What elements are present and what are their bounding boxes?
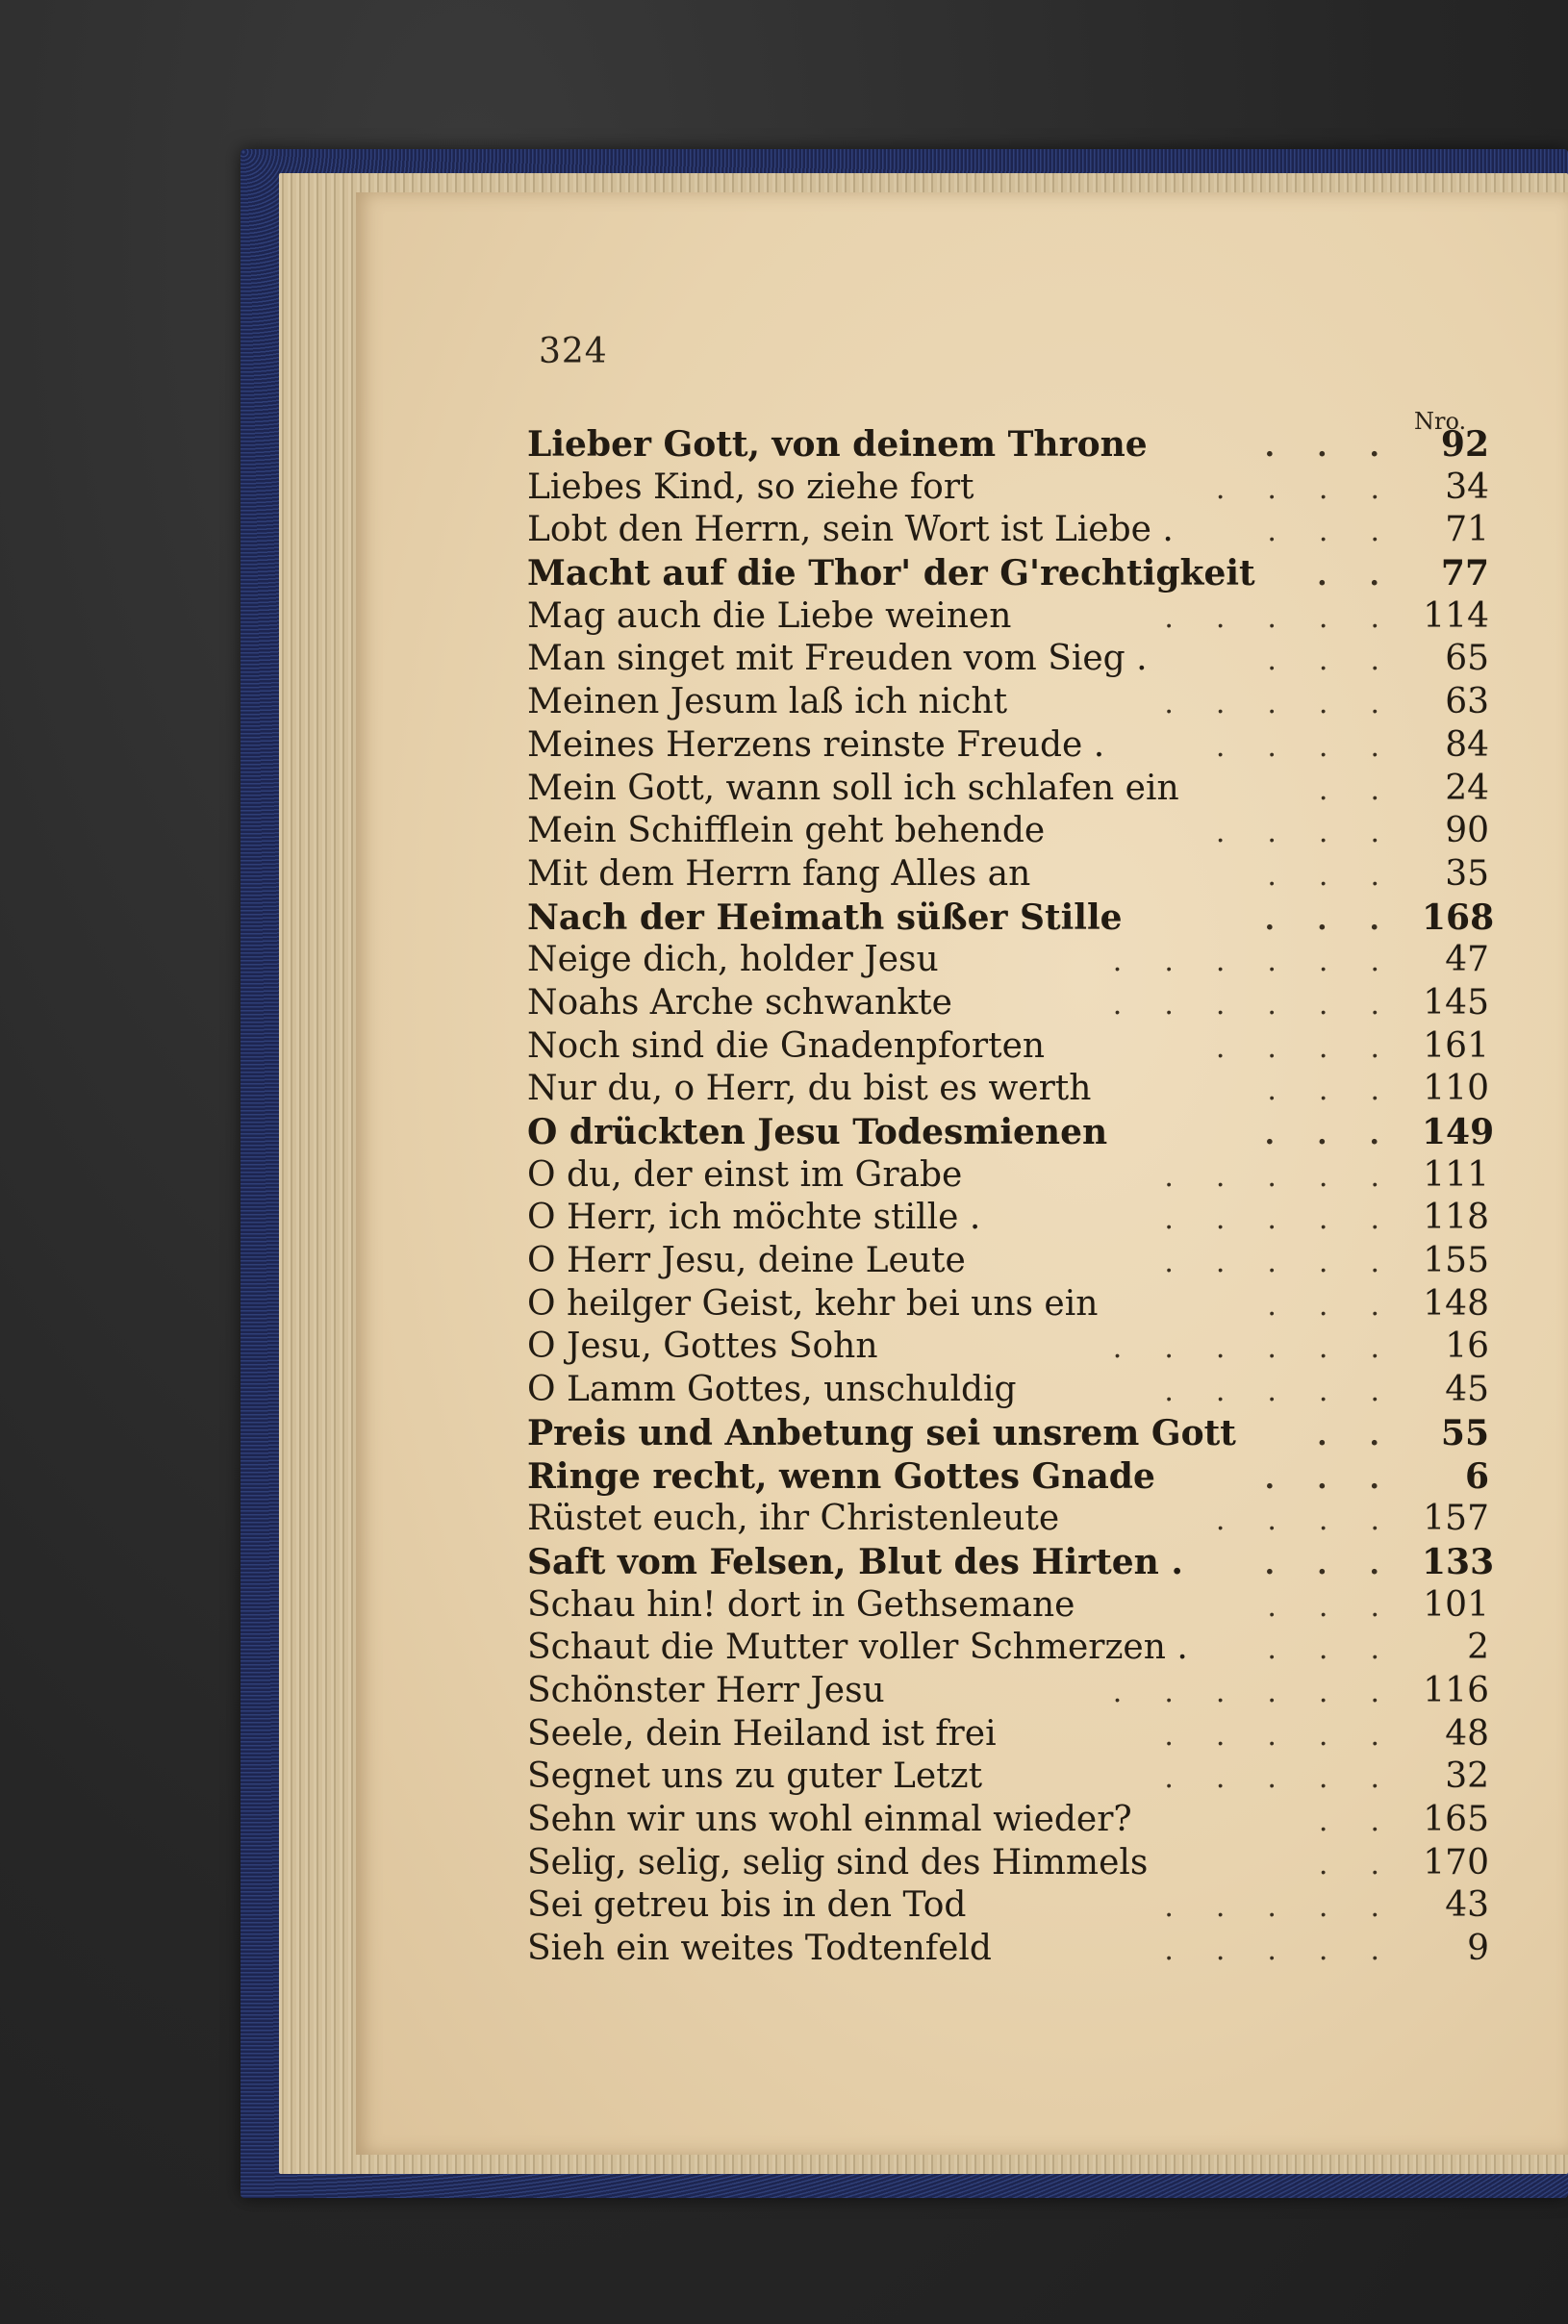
entry-title: Preis und Anbetung sei unsrem Gott (527, 1412, 1236, 1453)
entry-title: Mit dem Herrn fang Alles an (527, 853, 1031, 894)
index-entry (527, 1756, 1489, 1799)
entry-number: 84 (1445, 724, 1489, 765)
entry-title: O drückten Jesu Todesmienen (527, 1112, 1108, 1152)
entry-leader-dots: ... (1264, 1547, 1422, 1581)
index-entry (527, 681, 1489, 724)
entry-number: 16 (1445, 1326, 1489, 1367)
index-entry (527, 1326, 1489, 1369)
entry-leader-dots: ..... (1164, 1375, 1422, 1409)
entry-title: Nur du, o Herr, du bist es werth (527, 1069, 1092, 1109)
entry-leader-dots: ... (1264, 902, 1422, 937)
page-number: 324 (539, 332, 608, 371)
entry-number: 157 (1423, 1499, 1489, 1539)
entry-leader-dots: .... (1215, 471, 1422, 506)
entry-title: Nach der Heimath süßer Stille (527, 897, 1123, 938)
entry-title: Neige dich, holder Jesu (527, 940, 939, 980)
entry-leader-dots: .. (1318, 772, 1422, 807)
index-entry (527, 897, 1495, 940)
entry-number: 110 (1423, 1069, 1489, 1109)
index-entry (527, 467, 1489, 510)
entry-leader-dots: ...... (1112, 1675, 1422, 1709)
entry-title: Liebes Kind, so ziehe fort (527, 467, 974, 507)
entry-leader-dots: ... (1267, 515, 1422, 549)
index-entry (527, 423, 1489, 467)
entry-title: Sieh ein weites Todtenfeld (527, 1929, 992, 1969)
index-entry (527, 1197, 1489, 1240)
entry-title: Rüstet euch, ihr Christenleute (527, 1499, 1060, 1539)
entry-number: 155 (1423, 1241, 1489, 1281)
index-entry (527, 552, 1489, 595)
entry-number: 9 (1467, 1929, 1489, 1969)
index-entry (527, 768, 1489, 811)
index-entry (527, 1154, 1489, 1198)
entry-number: 45 (1445, 1370, 1489, 1410)
index-entry (527, 1541, 1495, 1584)
entry-title: O du, der einst im Grabe (527, 1154, 963, 1195)
entry-leader-dots: ... (1267, 1632, 1422, 1667)
index-entry (527, 509, 1489, 552)
entry-title: Segnet uns zu guter Letzt (527, 1756, 983, 1797)
entry-leader-dots: .. (1317, 559, 1422, 594)
entry-leader-dots: ... (1264, 430, 1422, 464)
entry-number: 24 (1445, 768, 1489, 808)
index-entry (527, 724, 1489, 768)
entry-leader-dots: .... (1215, 729, 1422, 764)
index-entry (527, 1455, 1489, 1499)
index-entry (527, 853, 1489, 897)
entry-title: Noahs Arche schwankte (527, 982, 952, 1023)
entry-leader-dots: ..... (1164, 1933, 1422, 1968)
entry-leader-dots: ... (1267, 1074, 1422, 1108)
entry-leader-dots: ... (1264, 1118, 1422, 1151)
entry-number: 92 (1440, 424, 1489, 465)
index-entry (527, 1584, 1489, 1628)
entry-title: O Herr Jesu, deine Leute (527, 1241, 966, 1281)
entry-title: O heilger Geist, kehr bei uns ein (527, 1283, 1099, 1324)
entry-leader-dots: .. (1317, 1418, 1422, 1452)
index-entry (527, 1670, 1489, 1713)
entry-number: 63 (1445, 682, 1489, 722)
index-entry (527, 982, 1489, 1025)
entry-number: 118 (1423, 1198, 1489, 1238)
entry-leader-dots: ... (1267, 858, 1422, 893)
index-entry (527, 810, 1489, 853)
entry-title: Man singet mit Freuden vom Sieg . (527, 639, 1148, 679)
index-entry (527, 1068, 1489, 1111)
entry-title: Lobt den Herrn, sein Wort ist Liebe . (527, 510, 1174, 550)
entry-number: 77 (1440, 553, 1489, 594)
entry-number: 168 (1422, 897, 1495, 938)
entry-title: Meines Herzens reinste Freude . (527, 724, 1105, 765)
entry-number: 116 (1423, 1670, 1489, 1710)
entry-number: 114 (1423, 595, 1489, 636)
entry-leader-dots: ... (1264, 1461, 1422, 1496)
entry-title: Mag auch die Liebe weinen (527, 595, 1012, 636)
entry-number: 2 (1467, 1628, 1489, 1668)
entry-number: 90 (1445, 811, 1489, 851)
entry-number: 65 (1445, 639, 1489, 679)
entry-leader-dots: ...... (1112, 987, 1422, 1022)
entry-title: Ringe recht, wenn Gottes Gnade (527, 1455, 1155, 1497)
entry-leader-dots: ..... (1164, 1718, 1422, 1753)
entry-number: 161 (1423, 1025, 1489, 1066)
entry-leader-dots: ...... (1112, 945, 1422, 979)
index-entry (527, 1799, 1489, 1842)
entry-title: Lieber Gott, von deinem Throne (527, 424, 1148, 465)
index-entry (527, 939, 1489, 982)
entry-number: 35 (1445, 853, 1489, 894)
index-entry (527, 1884, 1489, 1928)
entry-leader-dots: .. (1318, 1847, 1422, 1882)
entry-number: 55 (1440, 1412, 1489, 1453)
entry-title: Saft vom Felsen, Blut des Hirten . (527, 1541, 1183, 1582)
entry-number: 34 (1445, 467, 1489, 507)
entry-title: O Lamm Gottes, unschuldig (527, 1370, 1017, 1410)
entry-title: O Jesu, Gottes Sohn (527, 1326, 878, 1367)
entry-leader-dots: ...... (1112, 1331, 1422, 1366)
entry-number: 71 (1445, 510, 1489, 550)
entry-title: Mein Gott, wann soll ich schlafen ein (527, 768, 1179, 808)
entry-title: Schaut die Mutter voller Schmerzen . (527, 1628, 1188, 1668)
entry-leader-dots: ..... (1164, 1761, 1422, 1796)
entry-title: Macht auf die Thor' der G'rechtigkeit (527, 553, 1255, 594)
entry-number: 149 (1422, 1112, 1495, 1152)
entry-leader-dots: ... (1267, 1589, 1422, 1624)
entry-title: Sei getreu bis in den Tod (527, 1885, 967, 1926)
entry-title: Selig, selig, selig sind des Himmels (527, 1842, 1149, 1882)
entry-title: Meinen Jesum laß ich nicht (527, 682, 1008, 722)
index-entry (527, 1240, 1489, 1283)
index-entry (527, 1412, 1489, 1455)
entry-title: O Herr, ich möchte stille . (527, 1198, 981, 1238)
entry-number: 48 (1445, 1713, 1489, 1754)
entry-number: 170 (1423, 1842, 1489, 1882)
index-entry (527, 1025, 1489, 1069)
entry-title: Noch sind die Gnadenpforten (527, 1025, 1046, 1066)
entry-title: Mein Schifflein geht behende (527, 811, 1046, 851)
entry-leader-dots: .... (1215, 1503, 1422, 1538)
index-entry (527, 638, 1489, 681)
entry-title: Schau hin! dort in Gethsemane (527, 1584, 1075, 1625)
entry-number: 6 (1464, 1455, 1489, 1497)
entry-number: 101 (1423, 1584, 1489, 1625)
column-header-nro: Nro. (1414, 408, 1467, 435)
entry-number: 148 (1423, 1283, 1489, 1324)
entry-leader-dots: ..... (1164, 1246, 1422, 1280)
index-list (527, 423, 1495, 1971)
index-entry (527, 1369, 1489, 1412)
entry-leader-dots: .. (1318, 1805, 1422, 1838)
entry-number: 43 (1445, 1885, 1489, 1926)
entry-number: 145 (1423, 982, 1489, 1023)
entry-leader-dots: ..... (1164, 1890, 1422, 1925)
entry-number: 111 (1423, 1154, 1489, 1195)
index-entry (527, 595, 1489, 639)
index-entry (527, 1283, 1489, 1326)
index-entry (527, 1713, 1489, 1756)
index-entry (527, 1842, 1489, 1885)
entry-leader-dots: ..... (1164, 1159, 1422, 1194)
index-entry (527, 1928, 1489, 1971)
entry-title: Schönster Herr Jesu (527, 1670, 885, 1710)
entry-number: 165 (1423, 1800, 1489, 1839)
entry-title: Sehn wir uns wohl einmal wieder? (527, 1800, 1132, 1839)
entry-leader-dots: ..... (1164, 687, 1422, 721)
entry-title: Seele, dein Heiland ist frei (527, 1713, 997, 1754)
entry-number: 133 (1422, 1541, 1495, 1582)
index-entry (527, 1498, 1489, 1541)
entry-number: 32 (1445, 1756, 1489, 1797)
entry-leader-dots: .... (1215, 816, 1422, 850)
entry-leader-dots: ..... (1164, 1202, 1422, 1237)
index-entry (527, 1627, 1489, 1670)
entry-leader-dots: .... (1215, 1030, 1422, 1065)
entry-leader-dots: ... (1267, 1288, 1422, 1323)
index-entry (527, 1111, 1495, 1154)
entry-number: 47 (1445, 940, 1489, 980)
entry-leader-dots: ..... (1164, 600, 1422, 635)
entry-leader-dots: ... (1267, 644, 1422, 678)
